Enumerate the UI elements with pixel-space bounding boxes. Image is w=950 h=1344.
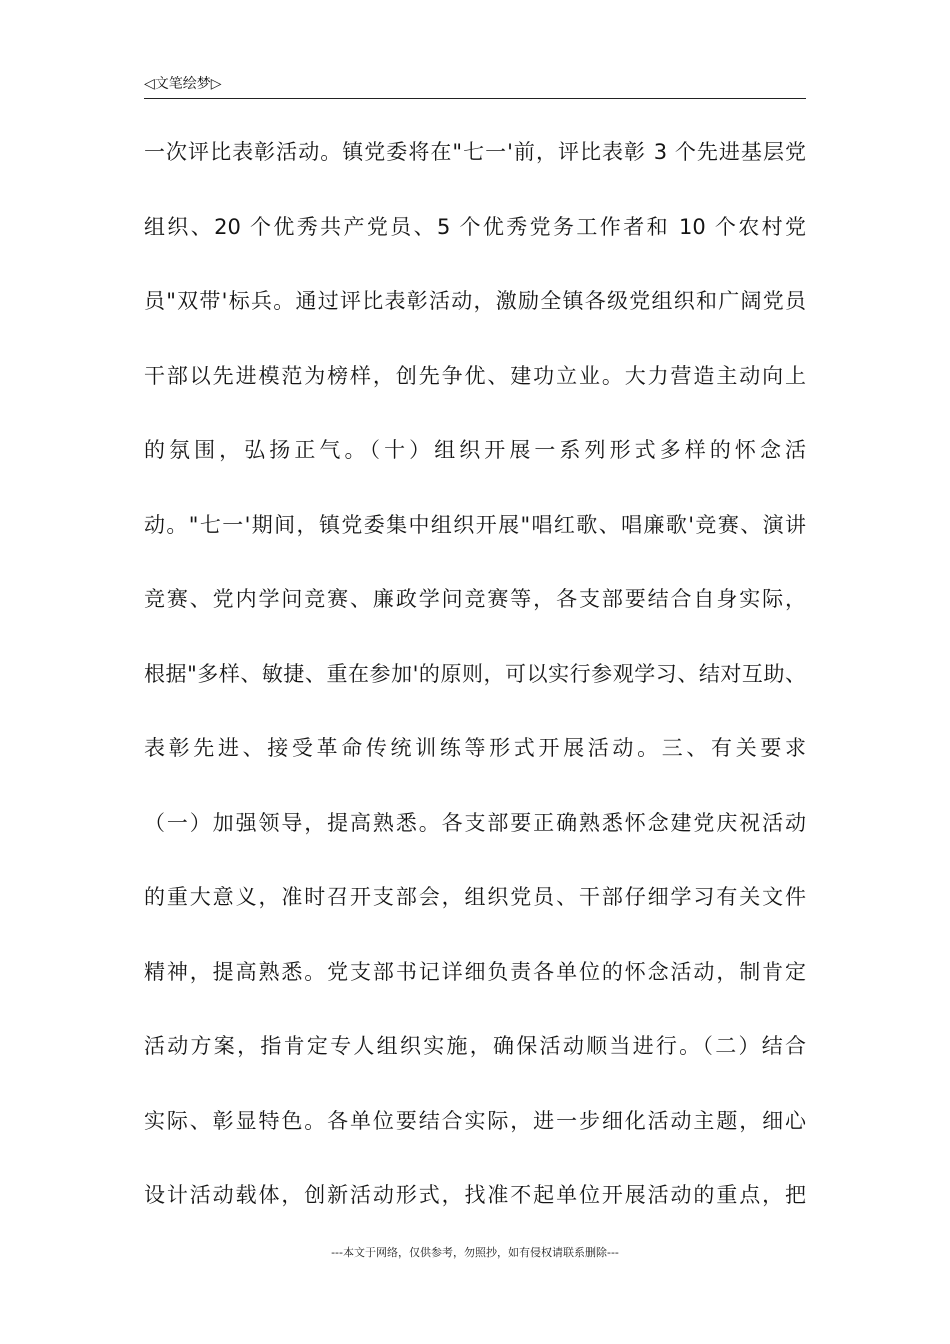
body-line: 一次评比表彰活动。镇党委将在"七一'前，评比表彰 3 个先进基层党: [144, 140, 806, 164]
body-line: 活动方案，指肯定专人组织实施，确保活动顺当进行。（二）结合: [144, 1034, 806, 1058]
body-line: 设计活动载体，创新活动形式，找准不起单位开展活动的重点，把: [144, 1183, 806, 1207]
body-line: 竞赛、党内学问竞赛、廉政学问竞赛等，各支部要结合自身实际，: [144, 587, 806, 611]
body-line: 实际、彰显特色。各单位要结合实际，进一步细化活动主题，细心: [144, 1108, 806, 1133]
body-line: 表彰先进、接受革命传统训练等形式开展活动。三、有关要求: [144, 736, 806, 760]
body-line: （一）加强领导，提高熟悉。各支部要正确熟悉怀念建党庆祝活动: [144, 810, 806, 835]
body-line: 组织、20 个优秀共产党员、5 个优秀党务工作者和 10 个农村党: [144, 214, 806, 239]
body-line: 的重大意义，准时召开支部会，组织党员、干部仔细学习有关文件: [144, 885, 806, 909]
body-line: 员"双带'标兵。通过评比表彰活动，激励全镇各级党组织和广阔党员: [144, 289, 806, 313]
header-title: ◁文笔绘梦▷: [144, 76, 222, 92]
page-footer: ---本文于网络，仅供参考，勿照抄，如有侵权请联系删除---: [331, 1246, 619, 1259]
document-body: [144, 120, 806, 1238]
body-line: 精神，提高熟悉。党支部书记详细负责各单位的怀念活动，制肯定: [144, 959, 806, 984]
body-line: 干部以先进模范为榜样，创先争优、建功立业。大力营造主动向上: [144, 363, 806, 388]
page-header: [144, 72, 806, 99]
body-line: 根据"多样、敏捷、重在参加'的原则，可以实行参观学习、结对互助、: [144, 661, 806, 686]
body-line: 的氛围，弘扬正气。（十）组织开展一系列形式多样的怀念活: [144, 438, 806, 462]
body-line: 动。"七一'期间，镇党委集中组织开展"唱红歌、唱廉歌'竞赛、演讲: [144, 512, 806, 537]
